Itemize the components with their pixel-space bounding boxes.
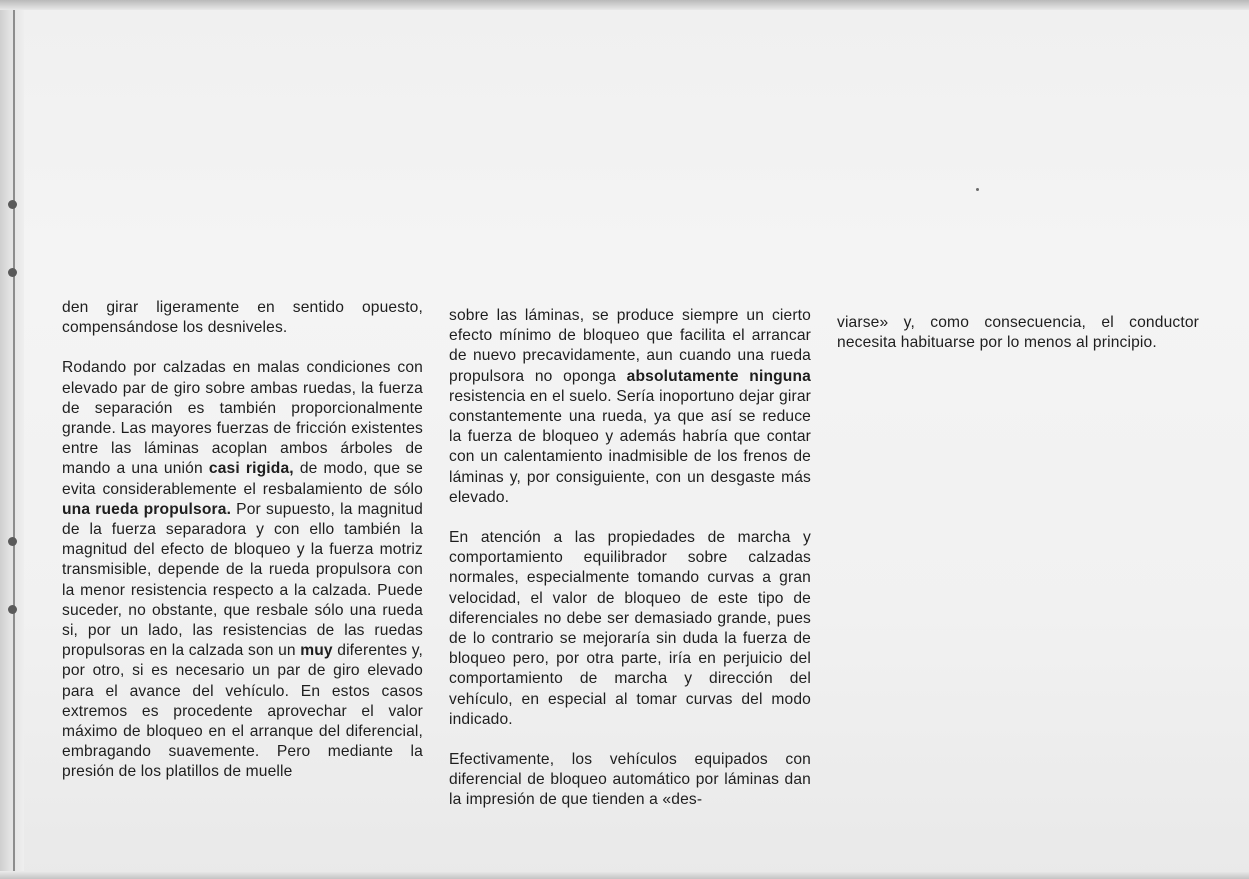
text-column-3 <box>837 313 1199 373</box>
page-bottom-edge <box>0 871 1249 879</box>
text-run: den girar ligeramente en sentido opuesto, compensándose los desniveles. <box>62 299 423 337</box>
staple-mark <box>8 268 17 277</box>
staple-mark <box>8 605 17 614</box>
text-run: de modo, que se evita considerablemente el resbalamiento de sólo <box>62 460 423 498</box>
body-paragraph <box>449 306 811 508</box>
staple-mark <box>8 200 17 209</box>
binding-spine <box>0 0 24 879</box>
text-run: En atención a las propiedades de marcha y comportamiento equilibrador sobre calzadas normales, especialmente tomando curvas a gran velocidad, el valor de bloqueo de este tipo de diferenciales no debe ser demasiado grande, pues de lo contrario se mejoraría sin duda la fuerza de bloqueo pero, por otra parte, iría en perjuicio del comportamiento de marcha y dirección del vehículo, en especial al tomar curvas del modo indicado. <box>449 529 811 728</box>
bold-emphasis: muy <box>300 642 333 660</box>
body-paragraph <box>837 313 1199 353</box>
bold-emphasis: casi rigida, <box>208 460 294 478</box>
body-paragraph <box>62 298 423 338</box>
bold-emphasis: una rueda propulsora. <box>62 500 232 518</box>
text-run: viarse» y, como consecuencia, el conductor necesita habituarse por lo menos al principio. <box>837 314 1199 352</box>
bold-emphasis: absolutamente ninguna <box>626 367 811 385</box>
text-run: resistencia en el suelo. Sería inoportuno dejar girar constantemente una rueda, ya que así se reduce la fuerza de bloqueo y además habría que contar con un calentamiento inadmisible de los frenos de láminas y, por consiguiente, con un desgaste más elevado. <box>449 387 811 506</box>
binding-fold-line <box>13 0 15 879</box>
text-column-2 <box>449 306 811 831</box>
body-paragraph <box>449 750 811 811</box>
body-paragraph <box>62 358 423 782</box>
page-top-edge <box>0 0 1249 10</box>
text-run: Por supuesto, la magnitud de la fuerza separadora y con ello también la magnitud del efecto de bloqueo y la fuerza motriz transmisible, depende de la rueda propulsora con la menor resistencia respecto a la calzada. Puede suceder, no obstante, que resbale sólo una rueda si, por un lado, las resistencias de las ruedas propulsoras en la calzada son un <box>62 500 423 660</box>
paper-speck <box>976 188 979 191</box>
body-paragraph <box>449 528 811 730</box>
text-run: diferentes y, por otro, si es necesario un par de giro elevado para el avance del vehículo. En estos casos extremos es procedente aprovechar el valor máximo de bloqueo en el arranque del diferencial, embragando suavemente. Pero mediante la presión de los platillos de muelle <box>62 642 423 781</box>
text-run: sobre las láminas, se produce siempre un cierto efecto mínimo de bloqueo que facilita el arrancar de nuevo precavidamente, aun cuando una rueda propulsora no oponga <box>449 307 811 385</box>
text-column-1 <box>62 298 423 803</box>
staple-mark <box>8 537 17 546</box>
text-run: Rodando por calzadas en malas condiciones con elevado par de giro sobre ambas ruedas, la fuerza de separación es también proporcionalmente grande. Las mayores fuerzas de fricción existentes entre las láminas acoplan ambos árboles de mando a una unión <box>62 359 423 478</box>
text-run: Efectivamente, los vehículos equipados con diferencial de bloqueo automático por láminas dan la impresión de que tienden a «des- <box>449 751 811 809</box>
